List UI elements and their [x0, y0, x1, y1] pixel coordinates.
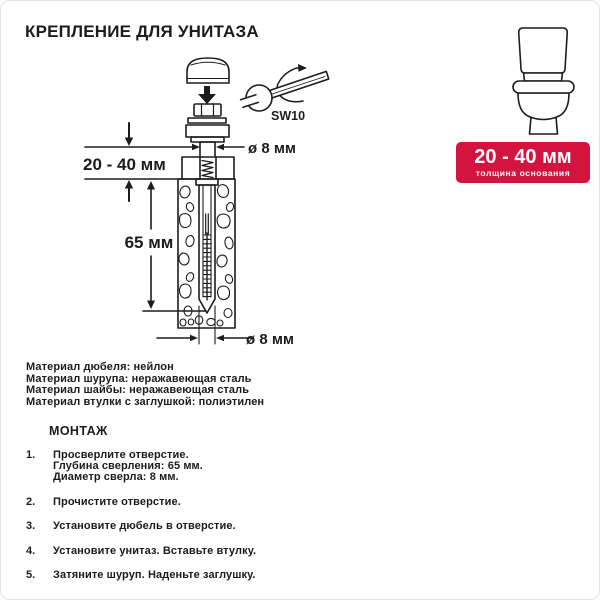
- wrench-size-label: SW10: [271, 109, 306, 123]
- material-line: Материал шайбы: неражавеющая сталь: [26, 384, 250, 396]
- installation-step: [26, 497, 356, 508]
- step-text: Просверлите отверстие. Глубина сверления: 65 мм. Диаметр сверла: 8 мм.: [53, 449, 203, 483]
- toilet-seat: [513, 81, 574, 93]
- material-line: Материал втулки с заглушкой: полиэтилен: [26, 395, 265, 408]
- step-number: 1.: [26, 449, 36, 461]
- fastener-diagram: [1, 1, 361, 361]
- screw-diameter-label: ø 8 мм: [248, 140, 297, 157]
- installation-steps: [26, 450, 356, 595]
- step-number: 3.: [26, 520, 36, 532]
- material-line: Материал шурупа: неражавеющая сталь: [26, 372, 252, 385]
- toilet-base-section: [182, 157, 234, 179]
- step-text: Прочистите отверстие.: [53, 495, 181, 508]
- toilet-icon: [481, 13, 593, 141]
- installation-heading: МОНТАЖ: [49, 424, 108, 438]
- badge-caption: толщина основания: [475, 168, 571, 178]
- toilet-bowl: [518, 93, 569, 120]
- screw-head: [194, 104, 221, 116]
- installation-step: [26, 521, 356, 532]
- step-number: 2.: [26, 495, 36, 508]
- dowel: [196, 179, 218, 313]
- down-arrow-icon: [198, 86, 216, 104]
- badge-value: 20 - 40 мм: [474, 146, 572, 168]
- step-number: 4.: [26, 544, 36, 557]
- dim-drill-depth: [125, 181, 205, 311]
- installation-step: [26, 546, 356, 557]
- toilet-tank: [519, 28, 568, 73]
- step-text: Установите дюбель в отверстие.: [53, 520, 236, 532]
- installation-step: [26, 450, 356, 483]
- drill-depth-label: 65 мм: [124, 233, 174, 252]
- materials-list: [26, 362, 264, 408]
- dim-base-thickness: [83, 123, 182, 201]
- base-thickness-label: 20 - 40 мм: [83, 155, 166, 174]
- wrench-icon: [241, 64, 329, 123]
- material-line: Материал дюбеля: нейлон: [26, 361, 174, 373]
- step-text: Затяните шуруп. Наденьте заглушку.: [53, 569, 256, 581]
- page-title: КРЕПЛЕНИЕ ДЛЯ УНИТАЗА: [25, 22, 259, 41]
- step-text: Установите унитаз. Вставьте втулку.: [53, 544, 257, 557]
- step-number: 5.: [26, 569, 36, 581]
- cap-plug-icon: [187, 58, 229, 83]
- washer: [188, 118, 226, 123]
- hole-diameter-label: ø 8 мм: [246, 331, 295, 348]
- screw-shaft: [200, 142, 215, 157]
- base-thickness-badge: [456, 142, 590, 183]
- toilet-neck: [524, 73, 563, 81]
- bushing: [186, 125, 229, 142]
- installation-step: [26, 570, 356, 581]
